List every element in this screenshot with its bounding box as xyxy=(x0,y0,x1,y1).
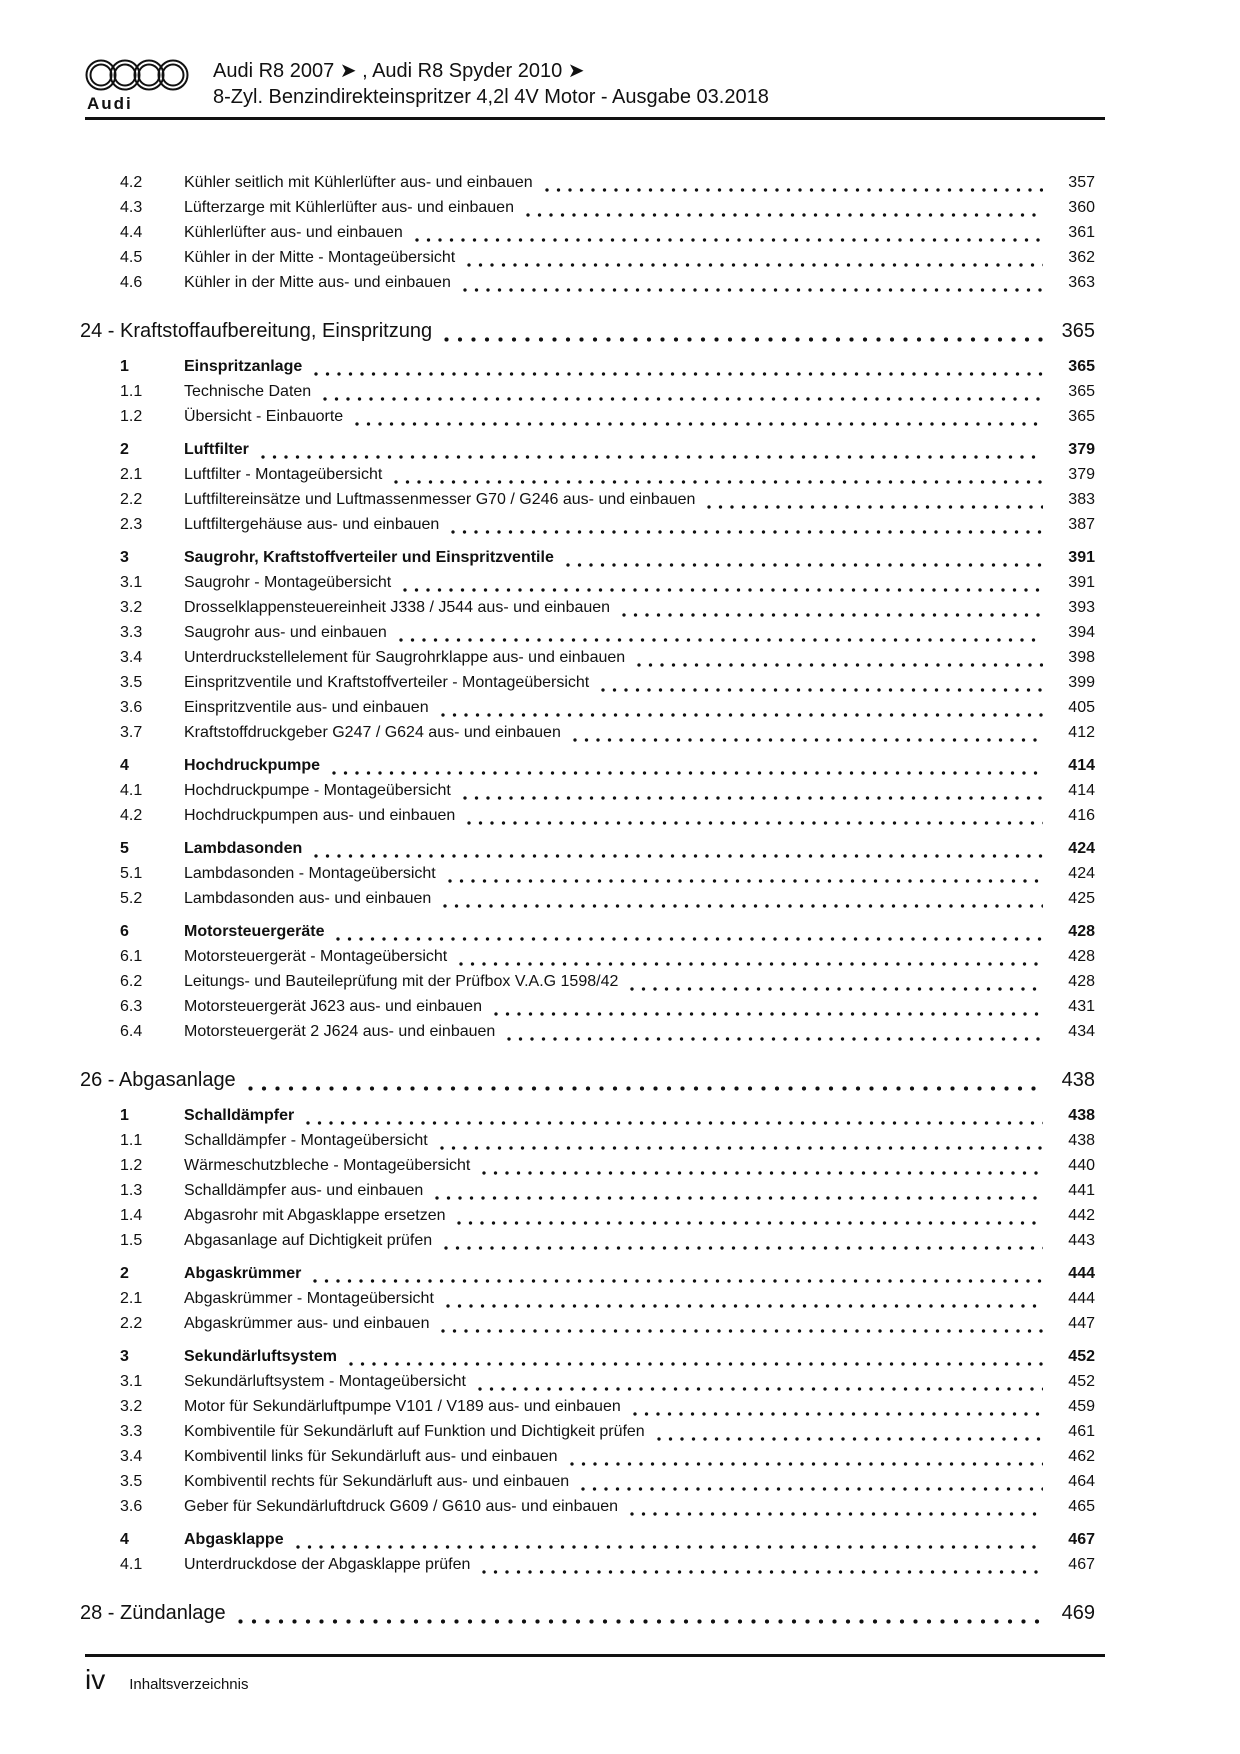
toc-entry-subsection xyxy=(80,170,1095,195)
toc-entry-page: 465 xyxy=(1068,1498,1095,1515)
toc-entry-page: 365 xyxy=(1068,408,1095,425)
toc-entry-number: 2.3 xyxy=(120,516,143,533)
toc-entry-title: Kühler seitlich mit Kühlerlüfter aus- und einbauen xyxy=(184,174,533,191)
toc-entry-number: 6 xyxy=(120,923,129,940)
toc-entry-page: 441 xyxy=(1068,1182,1095,1199)
toc-entry-subsection xyxy=(80,994,1095,1019)
toc-entry-subsection xyxy=(80,404,1095,429)
toc-entry-title: Schalldämpfer aus- und einbauen xyxy=(184,1182,424,1199)
toc-entry-page: 412 xyxy=(1068,724,1095,741)
toc-entry-subsection xyxy=(80,645,1095,670)
toc-entry-title: Luftfiltereinsätze und Luftmassenmesser G70 / G246 aus- und einbauen xyxy=(184,491,696,508)
dot-leader xyxy=(446,1304,1043,1308)
toc-entry-subsection xyxy=(80,1444,1095,1469)
dot-leader xyxy=(467,821,1043,825)
dot-leader xyxy=(478,1387,1043,1391)
dot-leader xyxy=(444,1246,1043,1250)
toc-entry-page: 452 xyxy=(1068,1373,1095,1390)
header-text xyxy=(213,56,769,110)
toc-entry-page: 379 xyxy=(1068,466,1095,483)
toc-entry-title: Wärmeschutzbleche - Montageübersicht xyxy=(184,1157,471,1174)
toc-entry-page: 383 xyxy=(1068,491,1095,508)
toc-entry-subsection xyxy=(80,1228,1095,1253)
dot-leader xyxy=(633,1412,1043,1416)
toc-entry-page: 365 xyxy=(1061,320,1095,342)
dot-leader xyxy=(463,796,1043,800)
toc-entry-number: 4.3 xyxy=(120,199,143,216)
toc-entry-number: 3.4 xyxy=(120,649,143,666)
toc-entry-page: 462 xyxy=(1068,1448,1095,1465)
dot-leader xyxy=(467,263,1043,267)
dot-leader xyxy=(349,1362,1043,1366)
toc-entry-section xyxy=(80,354,1095,379)
audi-wordmark: Audi xyxy=(87,94,133,113)
toc-entry-subsection xyxy=(80,969,1095,994)
footer-page-number: iv xyxy=(85,1664,106,1695)
dot-leader xyxy=(313,1279,1043,1283)
toc-entry-section xyxy=(80,919,1095,944)
toc-entry-page: 434 xyxy=(1068,1023,1095,1040)
toc-entry-page: 365 xyxy=(1068,383,1095,400)
toc-entry-page: 428 xyxy=(1068,948,1095,965)
toc-entry-title: Technische Daten xyxy=(184,383,312,400)
page-footer xyxy=(85,1664,248,1696)
toc-entry-title: Schalldämpfer xyxy=(184,1107,295,1124)
toc-entry-page: 469 xyxy=(1061,1602,1095,1624)
toc-entry-number: 3.2 xyxy=(120,599,143,616)
toc-entry-title: Sekundärluftsystem - Montageübersicht xyxy=(184,1373,466,1390)
toc-entry-number: 4.5 xyxy=(120,249,143,266)
dot-leader xyxy=(314,854,1043,858)
dot-leader xyxy=(261,455,1043,459)
toc-entry-page: 360 xyxy=(1068,199,1095,216)
dot-leader xyxy=(570,1462,1043,1466)
dot-leader xyxy=(482,1171,1043,1175)
toc-entry-number: 2.2 xyxy=(120,491,143,508)
toc-entry-number: 2.2 xyxy=(120,1315,143,1332)
dot-leader xyxy=(394,480,1043,484)
dot-leader xyxy=(494,1012,1043,1016)
dot-leader xyxy=(444,337,1043,342)
toc-entry-title: Saugrohr, Kraftstoffverteiler und Einspritzventile xyxy=(184,549,554,566)
toc-entry-page: 414 xyxy=(1068,757,1095,774)
toc-entry-title: Kombiventile für Sekundärluft auf Funktion und Dichtigkeit prüfen xyxy=(184,1423,645,1440)
toc-entry-page: 442 xyxy=(1068,1207,1095,1224)
toc-entry-subsection xyxy=(80,245,1095,270)
toc-entry-page: 428 xyxy=(1068,973,1095,990)
toc-chapter-label: 28 - Zündanlage xyxy=(80,1602,226,1624)
toc-entry-subsection xyxy=(80,1203,1095,1228)
toc-entry-number: 6.2 xyxy=(120,973,143,990)
toc-entry-page: 431 xyxy=(1068,998,1095,1015)
toc-entry-title: Motor für Sekundärluftpumpe V101 / V189 aus- und einbauen xyxy=(184,1398,621,1415)
toc-entry-subsection xyxy=(80,195,1095,220)
toc-entry-number: 4 xyxy=(120,757,129,774)
toc-entry-title: Kombiventil links für Sekundärluft aus- und einbauen xyxy=(184,1448,558,1465)
toc-entry-page: 357 xyxy=(1068,174,1095,191)
toc-entry-number: 1.2 xyxy=(120,408,143,425)
toc-entry-page: 379 xyxy=(1068,441,1095,458)
toc-entry-title: Luftfiltergehäuse aus- und einbauen xyxy=(184,516,440,533)
toc-entry-title: Hochdruckpumpe - Montageübersicht xyxy=(184,782,451,799)
toc-entry-number: 3.1 xyxy=(120,574,143,591)
toc-entry-subsection xyxy=(80,570,1095,595)
toc-entry-title: Leitungs- und Bauteileprüfung mit der Prüfbox V.A.G 1598/42 xyxy=(184,973,619,990)
dot-leader xyxy=(296,1545,1043,1549)
dot-leader xyxy=(463,288,1043,292)
toc-entry-title: Lambdasonden - Montageübersicht xyxy=(184,865,436,882)
toc-entry-subsection xyxy=(80,1153,1095,1178)
toc-entry-title: Abgasklappe xyxy=(184,1531,284,1548)
toc-entry-subsection xyxy=(80,512,1095,537)
toc-entry-title: Kraftstoffdruckgeber G247 / G624 aus- und einbauen xyxy=(184,724,561,741)
page-header xyxy=(85,56,1105,114)
toc-entry-subsection xyxy=(80,595,1095,620)
dot-leader xyxy=(657,1437,1043,1441)
toc-entry-title: Abgaskrümmer xyxy=(184,1265,302,1282)
toc-entry-page: 365 xyxy=(1068,358,1095,375)
toc-entry-number: 3.3 xyxy=(120,624,143,641)
toc-entry-number: 4.2 xyxy=(120,807,143,824)
toc-entry-subsection xyxy=(80,620,1095,645)
toc-entry-page: 398 xyxy=(1068,649,1095,666)
toc-entry-number: 2 xyxy=(120,441,129,458)
toc-entry-subsection xyxy=(80,1286,1095,1311)
toc-entry-section xyxy=(80,437,1095,462)
toc-entry-page: 438 xyxy=(1068,1107,1095,1124)
toc-entry-title: Einspritzanlage xyxy=(184,358,303,375)
dot-leader xyxy=(332,771,1043,775)
dot-leader xyxy=(443,904,1043,908)
toc-entry-number: 3.6 xyxy=(120,1498,143,1515)
toc-entry-number: 4.1 xyxy=(120,782,143,799)
toc-entry-page: 461 xyxy=(1068,1423,1095,1440)
toc-entry-subsection xyxy=(80,1311,1095,1336)
toc-entry-section xyxy=(80,1527,1095,1552)
dot-leader xyxy=(507,1037,1043,1041)
toc-entry-title: Motorsteuergerät 2 J624 aus- und einbauen xyxy=(184,1023,496,1040)
dot-leader xyxy=(440,1146,1043,1150)
toc-entry-number: 2.1 xyxy=(120,466,143,483)
toc-entry-subsection xyxy=(80,1394,1095,1419)
toc-entry-number: 5.1 xyxy=(120,865,143,882)
toc-entry-number: 1.3 xyxy=(120,1182,143,1199)
toc-entry-subsection xyxy=(80,487,1095,512)
toc-entry-subsection xyxy=(80,270,1095,295)
toc-entry-title: Luftfilter - Montageübersicht xyxy=(184,466,383,483)
dot-leader xyxy=(448,879,1043,883)
toc-entry-number: 3.2 xyxy=(120,1398,143,1415)
toc-entry-title: Saugrohr - Montageübersicht xyxy=(184,574,392,591)
toc-entry-title: Einspritzventile und Kraftstoffverteiler - Montageübersicht xyxy=(184,674,590,691)
toc-entry-page: 440 xyxy=(1068,1157,1095,1174)
toc-entry-title: Saugrohr aus- und einbauen xyxy=(184,624,387,641)
toc-entry-page: 387 xyxy=(1068,516,1095,533)
toc-entry-number: 3.7 xyxy=(120,724,143,741)
toc-entry-title: Kühler in der Mitte aus- und einbauen xyxy=(184,274,451,291)
toc-entry-subsection xyxy=(80,1552,1095,1577)
toc-entry-subsection xyxy=(80,886,1095,911)
toc-entry-page: 394 xyxy=(1068,624,1095,641)
toc-entry-section xyxy=(80,1261,1095,1286)
toc-entry-chapter xyxy=(80,1065,1095,1095)
toc-entry-title: Abgaskrümmer aus- und einbauen xyxy=(184,1315,430,1332)
toc-entry-title: Kühlerlüfter aus- und einbauen xyxy=(184,224,403,241)
toc-entry-number: 4.1 xyxy=(120,1556,143,1573)
toc-entry-section xyxy=(80,545,1095,570)
toc-entry-title: Einspritzventile aus- und einbauen xyxy=(184,699,429,716)
dot-leader xyxy=(707,505,1043,509)
toc-entry-title: Kombiventil rechts für Sekundärluft aus- und einbauen xyxy=(184,1473,570,1490)
toc-entry-title: Hochdruckpumpe xyxy=(184,757,321,774)
toc-entry-subsection xyxy=(80,1178,1095,1203)
dot-leader xyxy=(248,1086,1043,1091)
toc-entry-page: 414 xyxy=(1068,782,1095,799)
toc-entry-title: Unterdruckstellelement für Saugrohrklappe aus- und einbauen xyxy=(184,649,626,666)
toc-entry-chapter xyxy=(80,1598,1095,1628)
footer-label: Inhaltsverzeichnis xyxy=(129,1676,249,1693)
toc-entry-number: 3.5 xyxy=(120,1473,143,1490)
toc-entry-number: 2 xyxy=(120,1265,129,1282)
dot-leader xyxy=(441,1329,1043,1333)
toc-entry-subsection xyxy=(80,1019,1095,1044)
toc-entry-title: Drosselklappensteuereinheit J338 / J544 aus- und einbauen xyxy=(184,599,611,616)
footer-rule xyxy=(85,1654,1105,1657)
toc-entry-number: 1 xyxy=(120,358,129,375)
toc-entry-title: Hochdruckpumpen aus- und einbauen xyxy=(184,807,456,824)
dot-leader xyxy=(336,937,1043,941)
toc-entry-number: 4.4 xyxy=(120,224,143,241)
toc-entry-title: Abgasrohr mit Abgasklappe ersetzen xyxy=(184,1207,446,1224)
toc-entry-page: 425 xyxy=(1068,890,1095,907)
toc-entry-title: Abgasanlage auf Dichtigkeit prüfen xyxy=(184,1232,433,1249)
toc-entry-number: 2.1 xyxy=(120,1290,143,1307)
dot-leader xyxy=(581,1487,1043,1491)
toc-entry-page: 393 xyxy=(1068,599,1095,616)
toc-entry-subsection xyxy=(80,220,1095,245)
dot-leader xyxy=(238,1619,1043,1624)
toc-entry-section xyxy=(80,753,1095,778)
toc-entry-page: 444 xyxy=(1068,1290,1095,1307)
toc-entry-title: Sekundärluftsystem xyxy=(184,1348,337,1365)
dot-leader xyxy=(415,238,1043,242)
toc-entry-page: 467 xyxy=(1068,1556,1095,1573)
toc-entry-number: 1.2 xyxy=(120,1157,143,1174)
toc-entry-page: 391 xyxy=(1068,549,1095,566)
toc-entry-page: 362 xyxy=(1068,249,1095,266)
dot-leader xyxy=(630,1512,1043,1516)
toc-entry-subsection xyxy=(80,1469,1095,1494)
dot-leader xyxy=(451,530,1043,534)
dot-leader xyxy=(399,638,1043,642)
dot-leader xyxy=(441,713,1043,717)
dot-leader xyxy=(601,688,1043,692)
toc-entry-number: 1 xyxy=(120,1107,129,1124)
toc-entry-number: 3.4 xyxy=(120,1448,143,1465)
dot-leader xyxy=(323,397,1043,401)
dot-leader xyxy=(630,987,1043,991)
toc-entry-chapter xyxy=(80,316,1095,346)
toc-entry-page: 447 xyxy=(1068,1315,1095,1332)
toc-entry-page: 391 xyxy=(1068,574,1095,591)
toc-entry-page: 399 xyxy=(1068,674,1095,691)
toc-entry-subsection xyxy=(80,462,1095,487)
dot-leader xyxy=(545,188,1043,192)
toc-entry-page: 444 xyxy=(1068,1265,1095,1282)
toc-entry-page: 438 xyxy=(1068,1132,1095,1149)
dot-leader xyxy=(435,1196,1043,1200)
toc-entry-number: 3 xyxy=(120,1348,129,1365)
toc-entry-title: Lambdasonden aus- und einbauen xyxy=(184,890,432,907)
toc-entry-page: 464 xyxy=(1068,1473,1095,1490)
toc-entry-subsection xyxy=(80,778,1095,803)
toc-entry-section xyxy=(80,836,1095,861)
toc-entry-number: 6.1 xyxy=(120,948,143,965)
header-subtitle-line: 8-Zyl. Benzindirekteinspritzer 4,2l 4V Motor - Ausgabe 03.2018 xyxy=(213,86,769,108)
toc-entry-subsection xyxy=(80,861,1095,886)
toc-entry-number: 4 xyxy=(120,1531,129,1548)
dot-leader xyxy=(457,1221,1043,1225)
audi-logo xyxy=(85,56,193,114)
toc-entry-page: 452 xyxy=(1068,1348,1095,1365)
toc-entry-title: Geber für Sekundärluftdruck G609 / G610 aus- und einbauen xyxy=(184,1498,619,1515)
toc-entry-title: Schalldämpfer - Montageübersicht xyxy=(184,1132,428,1149)
toc-entry-subsection xyxy=(80,1494,1095,1519)
toc-entry-page: 443 xyxy=(1068,1232,1095,1249)
toc-entry-subsection xyxy=(80,695,1095,720)
toc-entry-title: Lambdasonden xyxy=(184,840,303,857)
toc-chapter-label: 26 - Abgasanlage xyxy=(80,1069,236,1091)
header-rule xyxy=(85,117,1105,120)
dot-leader xyxy=(306,1121,1043,1125)
toc-entry-title: Übersicht - Einbauorte xyxy=(184,408,344,425)
toc-entry-number: 1.1 xyxy=(120,1132,143,1149)
toc-entry-number: 4.2 xyxy=(120,174,143,191)
toc-entry-page: 467 xyxy=(1068,1531,1095,1548)
toc-entry-page: 424 xyxy=(1068,840,1095,857)
toc-entry-number: 5 xyxy=(120,840,129,857)
dot-leader xyxy=(622,613,1043,617)
toc-entry-subsection xyxy=(80,379,1095,404)
toc-entry-number: 1.5 xyxy=(120,1232,143,1249)
toc-entry-page: 361 xyxy=(1068,224,1095,241)
dot-leader xyxy=(314,372,1043,376)
toc-entry-title: Lüfterzarge mit Kühlerlüfter aus- und einbauen xyxy=(184,199,514,216)
toc-entry-number: 3 xyxy=(120,549,129,566)
toc-entry-number: 3.1 xyxy=(120,1373,143,1390)
toc-entry-title: Motorsteuergeräte xyxy=(184,923,325,940)
toc-entry-number: 6.3 xyxy=(120,998,143,1015)
toc-entry-page: 405 xyxy=(1068,699,1095,716)
dot-leader xyxy=(403,588,1043,592)
audi-rings-icon xyxy=(85,56,193,96)
toc-entry-page: 416 xyxy=(1068,807,1095,824)
toc-entry-subsection xyxy=(80,803,1095,828)
toc-entry-title: Abgaskrümmer - Montageübersicht xyxy=(184,1290,434,1307)
toc-entry-page: 459 xyxy=(1068,1398,1095,1415)
toc-entry-number: 3.6 xyxy=(120,699,143,716)
toc-entry-number: 4.6 xyxy=(120,274,143,291)
toc-entry-page: 424 xyxy=(1068,865,1095,882)
toc-entry-number: 3.5 xyxy=(120,674,143,691)
toc-entry-number: 5.2 xyxy=(120,890,143,907)
toc-entry-number: 3.3 xyxy=(120,1423,143,1440)
toc-entry-subsection xyxy=(80,1128,1095,1153)
toc-entry-subsection xyxy=(80,1369,1095,1394)
toc-entry-subsection xyxy=(80,720,1095,745)
toc-entry-number: 6.4 xyxy=(120,1023,143,1040)
dot-leader xyxy=(573,738,1043,742)
toc-entry-title: Luftfilter xyxy=(184,441,249,458)
toc-entry-title: Unterdruckdose der Abgasklappe prüfen xyxy=(184,1556,471,1573)
toc-entry-section xyxy=(80,1103,1095,1128)
dot-leader xyxy=(482,1570,1043,1574)
dot-leader xyxy=(526,213,1043,217)
toc-entry-subsection xyxy=(80,1419,1095,1444)
toc-entry-subsection xyxy=(80,670,1095,695)
toc-entry-number: 1.1 xyxy=(120,383,143,400)
dot-leader xyxy=(459,962,1043,966)
dot-leader xyxy=(637,663,1043,667)
toc-entry-subsection xyxy=(80,944,1095,969)
toc-chapter-label: 24 - Kraftstoffaufbereitung, Einspritzung xyxy=(80,320,433,342)
toc-entry-title: Kühler in der Mitte - Montageübersicht xyxy=(184,249,456,266)
toc-entry-title: Motorsteuergerät - Montageübersicht xyxy=(184,948,448,965)
header-model-line: Audi R8 2007 ➤ , Audi R8 Spyder 2010 ➤ xyxy=(213,60,585,82)
toc-entry-page: 438 xyxy=(1061,1069,1095,1091)
toc-entry-number: 1.4 xyxy=(120,1207,143,1224)
dot-leader xyxy=(566,563,1043,567)
toc-entry-page: 428 xyxy=(1068,923,1095,940)
toc-entry-section xyxy=(80,1344,1095,1369)
toc-entry-title: Motorsteuergerät J623 aus- und einbauen xyxy=(184,998,482,1015)
dot-leader xyxy=(355,422,1043,426)
toc-entry-page: 363 xyxy=(1068,274,1095,291)
toc-list xyxy=(80,170,1095,1635)
